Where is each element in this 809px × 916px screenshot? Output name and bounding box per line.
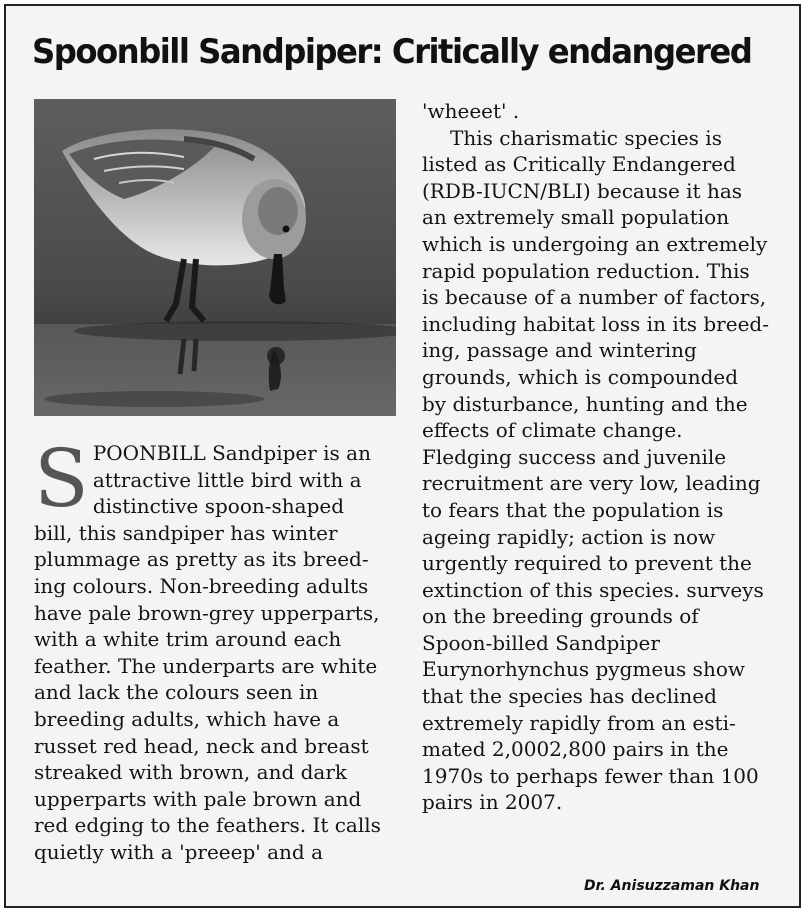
text-line: which is undergoing an extremely <box>422 231 768 256</box>
text-line: rapid population reduction. This <box>422 258 750 283</box>
text-line: on the breeding grounds of <box>422 604 699 629</box>
text-line: bill, this sandpiper has winter <box>34 520 338 545</box>
text-line: ageing rapidly; action is now <box>422 524 716 549</box>
paragraph-start: This charismatic species is <box>450 125 722 150</box>
text-line: have pale brown-grey upperparts, <box>34 600 380 625</box>
text-line: including habitat loss in its breed- <box>422 311 769 336</box>
text-line: pairs in 2007. <box>422 790 563 815</box>
text-line: and lack the colours seen in <box>34 680 319 705</box>
text-line: an extremely small population <box>422 205 730 230</box>
text-line: effects of climate change. <box>422 418 683 443</box>
text-line: extinction of this species. surveys <box>422 577 764 602</box>
text-line: grounds, which is compounded <box>422 364 739 389</box>
text-line: streaked with brown, and dark <box>34 760 348 785</box>
text-line: extremely rapidly from an esti- <box>422 710 736 735</box>
text-line: upperparts with pale brown and <box>34 786 362 811</box>
text-line: distinctive spoon-shaped <box>92 494 345 519</box>
text-line: breeding adults, which have a <box>34 706 340 731</box>
text-line: recruitment are very low, leading <box>422 471 761 496</box>
text-line: attractive little bird with a <box>92 467 362 492</box>
headline: Spoonbill Sandpiper: Critically endangered <box>32 32 752 72</box>
left-column <box>34 432 404 866</box>
text-line: ing, passage and wintering <box>422 338 697 363</box>
text-line: by disturbance, hunting and the <box>422 391 748 416</box>
text-line: russet red head, neck and breast <box>34 733 369 758</box>
text-line: POONBILL Sandpiper is an <box>92 441 371 465</box>
text-line: mated 2,0002,800 pairs in the <box>422 737 729 762</box>
text-line: Fledging success and juvenile <box>422 444 727 469</box>
text-line: 'wheeet' . <box>422 99 520 123</box>
text-line: (RDB-IUCN/BLI) because it has <box>422 178 743 203</box>
text-line: 1970s to perhaps fewer than 100 <box>422 763 759 788</box>
text-line: quietly with a 'preeep' and a <box>34 839 323 864</box>
text-line: urgently required to prevent the <box>422 551 752 576</box>
text-line: Spoon-billed Sandpiper <box>422 630 660 655</box>
text-line: is because of a number of factors, <box>422 285 767 310</box>
text-line: listed as Critically Endangered <box>422 152 736 177</box>
text-line: red edging to the feathers. It calls <box>34 813 381 838</box>
article-frame <box>4 4 801 908</box>
drop-cap: S <box>34 432 89 525</box>
text-line: feather. The underparts are white <box>34 653 378 678</box>
right-column <box>422 98 797 816</box>
text-line: that the species has declined <box>422 684 717 709</box>
text-line: to fears that the population is <box>422 497 724 522</box>
text-line: plummage as pretty as its breed- <box>34 547 369 572</box>
text-line: with a white trim around each <box>34 627 342 652</box>
text-line: ing colours. Non-breeding adults <box>34 573 369 598</box>
text-line: Eurynorhynchus pygmeus show <box>422 657 745 682</box>
byline: Dr. Anisuzzaman Khan <box>584 878 760 894</box>
sandpiper-photo <box>34 99 396 416</box>
